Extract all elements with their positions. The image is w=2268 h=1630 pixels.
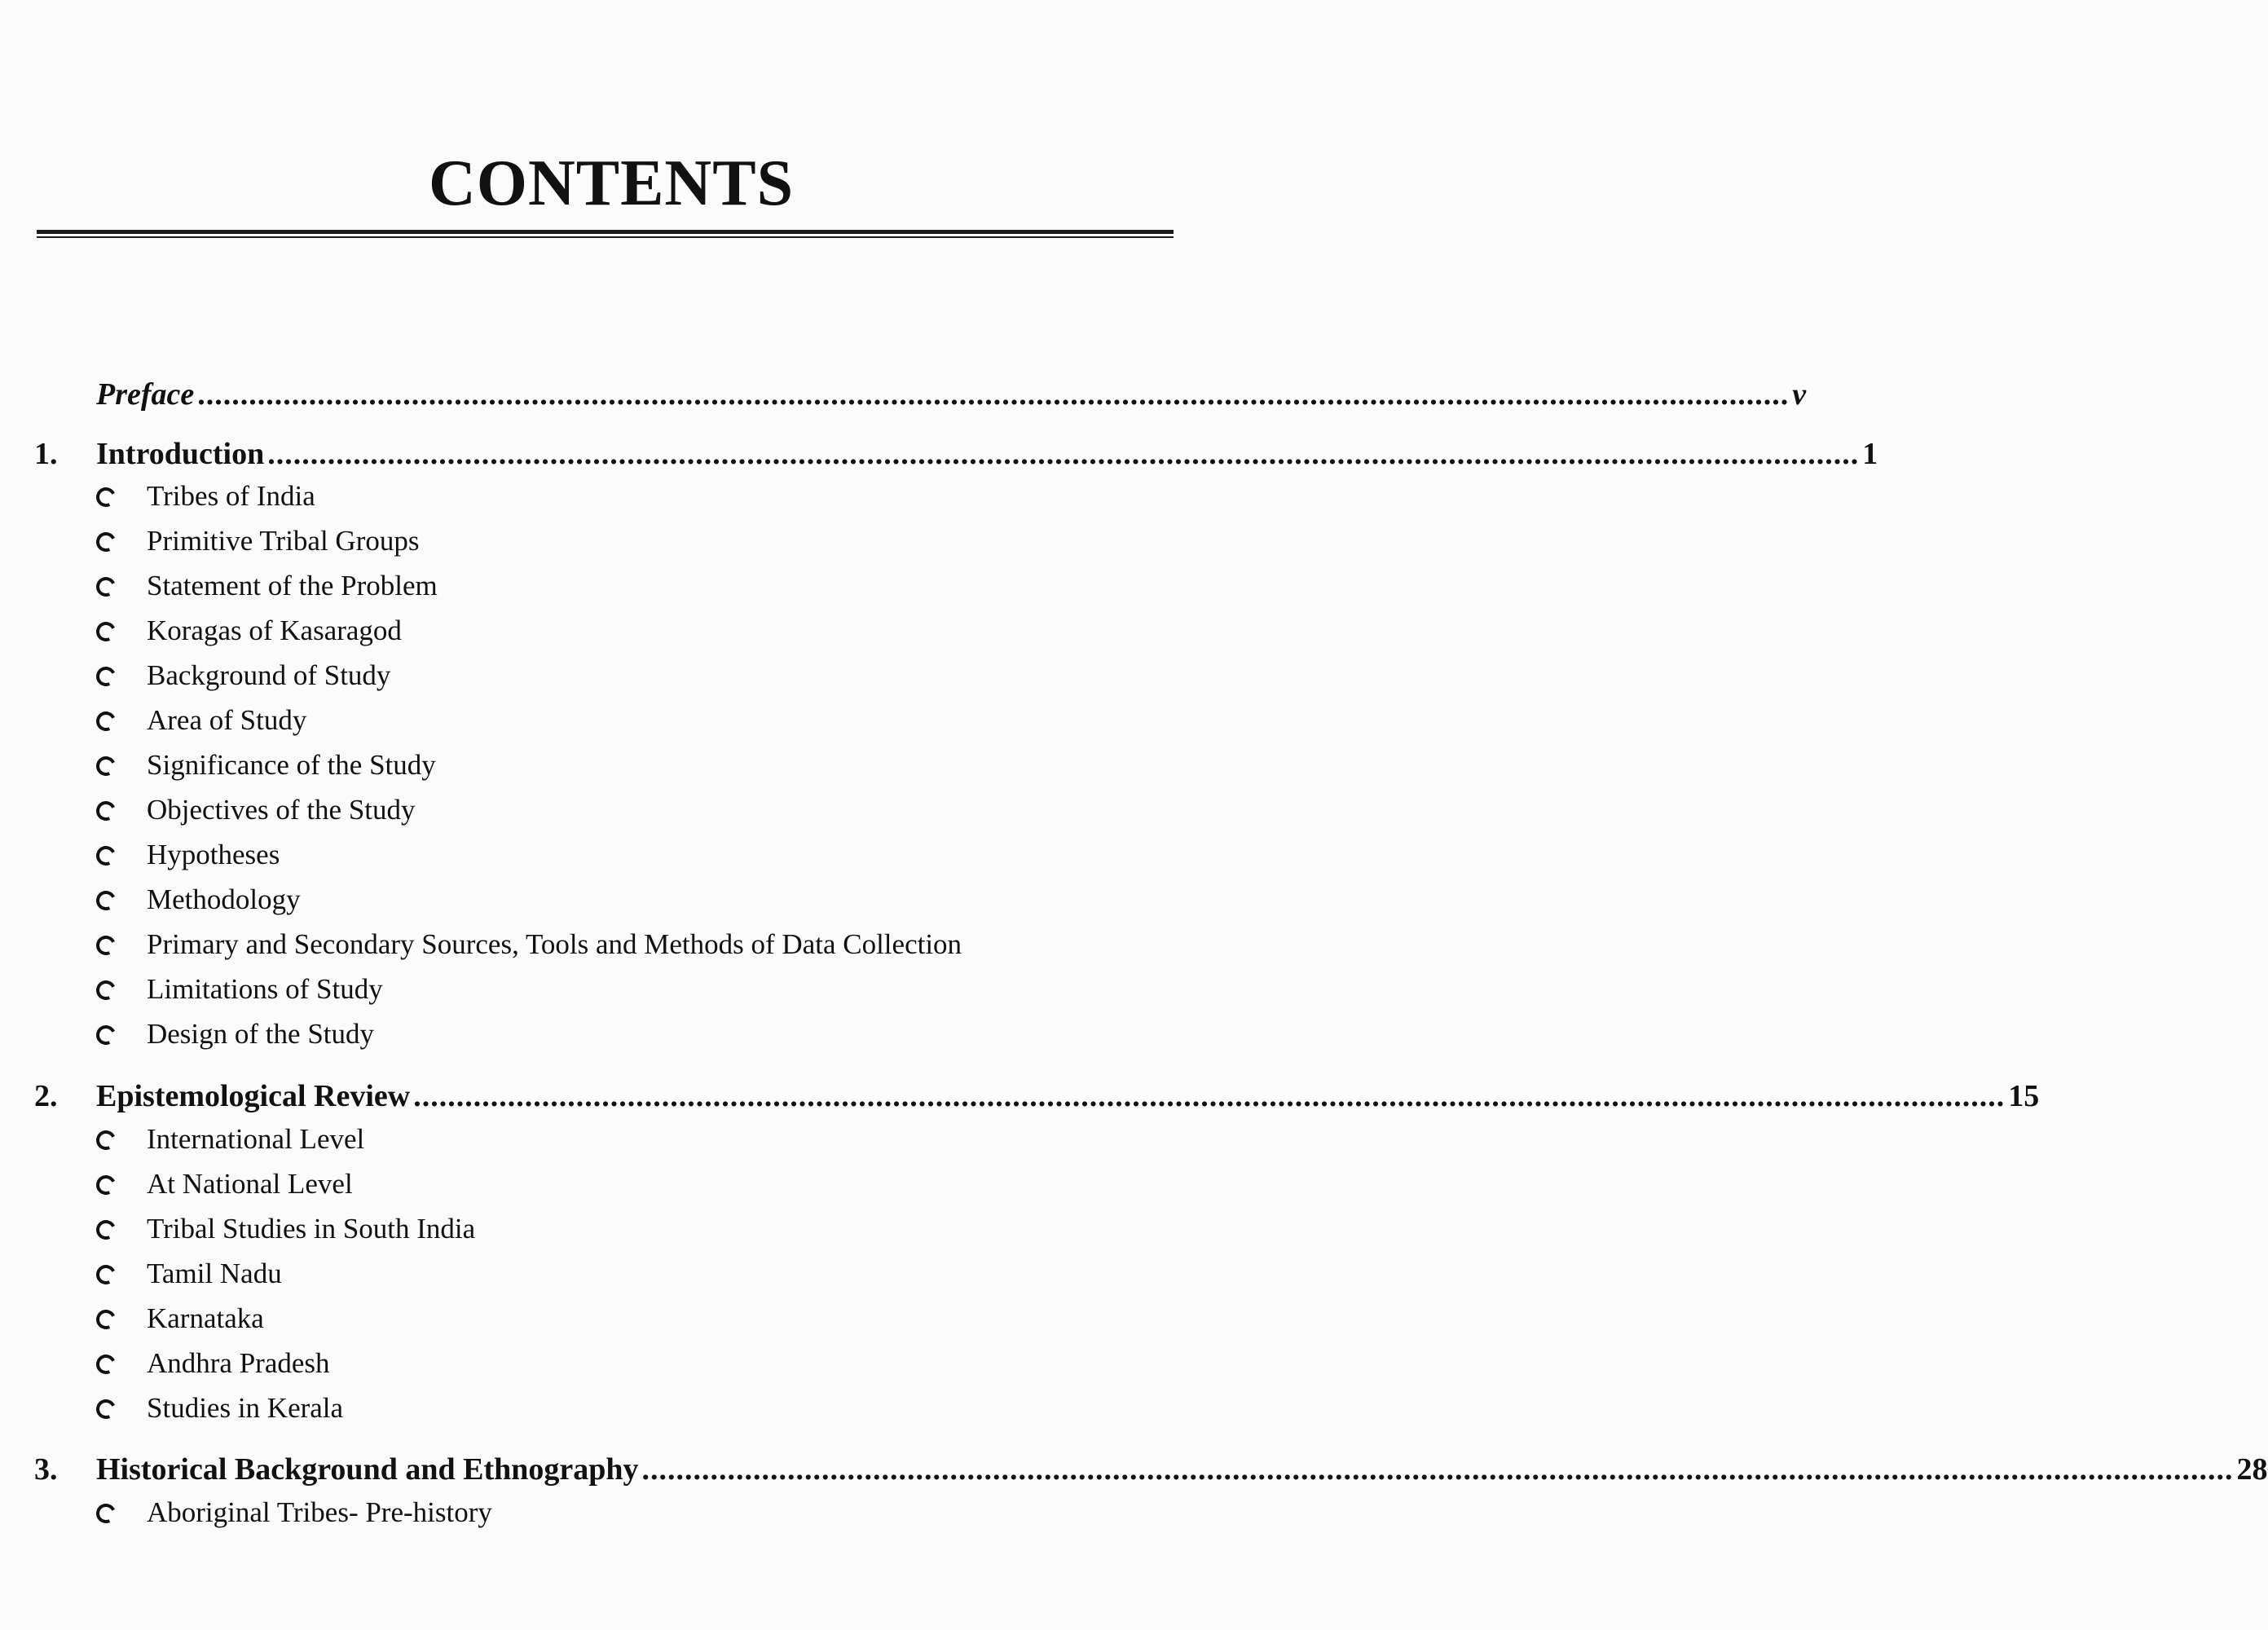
bullet-icon <box>94 1218 119 1243</box>
bullet-icon <box>94 1023 119 1048</box>
chapter-number: 2. <box>34 1079 58 1113</box>
section-label: Koragas of Kasaragod <box>147 615 402 646</box>
bullet-icon <box>94 754 119 779</box>
section-item <box>0 1343 1222 1384</box>
chapter-page-number: 15 <box>2008 1079 2040 1113</box>
bullet-icon <box>94 933 119 958</box>
bullet-icon <box>94 1307 119 1333</box>
section-label: Primitive Tribal Groups <box>147 525 420 557</box>
bullet-icon <box>94 709 119 734</box>
leader-dots: .......................................................................................................................................................................................... <box>197 377 1790 412</box>
chapter-number: 3. <box>34 1452 58 1487</box>
bullet-icon <box>94 1352 119 1377</box>
preface-page-number: v <box>1792 377 1807 412</box>
section-item <box>0 655 1222 696</box>
bullet-icon <box>94 888 119 914</box>
section-item <box>0 476 1222 517</box>
bullet-icon <box>94 530 119 555</box>
section-label: Studies in Kerala <box>147 1392 344 1424</box>
section-label: Tamil Nadu <box>147 1258 282 1289</box>
section-label: Background of Study <box>147 659 391 691</box>
section-label: Limitations of Study <box>147 973 383 1005</box>
section-label: Methodology <box>147 883 301 915</box>
section-item <box>0 1119 1222 1160</box>
section-label: At National Level <box>147 1168 353 1200</box>
section-label: Significance of the Study <box>147 749 436 781</box>
section-label: Andhra Pradesh <box>147 1347 330 1379</box>
section-label: Area of Study <box>147 704 307 736</box>
chapter-page-number: 28 <box>2236 1452 2268 1487</box>
section-label: Karnataka <box>147 1302 264 1334</box>
section-label: Hypotheses <box>147 839 280 870</box>
section-item <box>0 521 1222 562</box>
chapter-title: Introduction <box>96 437 265 471</box>
title-rule-thick <box>37 230 1174 234</box>
leader-dots: .......................................................................................................................................................................................... <box>641 1452 2234 1487</box>
section-item <box>0 745 1222 786</box>
section-item <box>0 790 1222 830</box>
bullet-icon <box>94 1173 119 1198</box>
section-item <box>0 1209 1222 1249</box>
preface-entry <box>0 374 1807 415</box>
section-item <box>0 969 1222 1010</box>
section-item <box>0 700 1222 741</box>
section-label: Statement of the Problem <box>147 570 438 601</box>
chapter-page-number: 1 <box>1862 437 1878 471</box>
section-item <box>0 879 1222 920</box>
bullet-icon <box>94 799 119 824</box>
section-item <box>0 1164 1222 1205</box>
section-item <box>0 835 1222 875</box>
preface-label: Preface <box>96 377 195 412</box>
section-item <box>0 1253 1222 1294</box>
section-item <box>0 610 1222 651</box>
chapter-entry <box>0 434 1878 474</box>
page-title: CONTENTS <box>428 148 795 219</box>
section-label: International Level <box>147 1123 365 1155</box>
bullet-icon <box>94 844 119 869</box>
bullet-icon <box>94 1397 119 1422</box>
bullet-icon <box>94 978 119 1003</box>
bullet-icon <box>94 485 119 510</box>
chapter-title: Epistemological Review <box>96 1079 411 1113</box>
chapter-entry <box>0 1449 2268 1490</box>
leader-dots: .......................................................................................................................................................................................... <box>267 437 1860 471</box>
bullet-icon <box>94 1128 119 1153</box>
section-item <box>0 1298 1222 1339</box>
chapter-title: Historical Background and Ethnography <box>96 1452 639 1487</box>
section-item <box>0 1492 1222 1533</box>
section-label: Primary and Secondary Sources, Tools and Methods of Data Collection <box>147 928 962 960</box>
chapter-entry <box>0 1076 2040 1117</box>
bullet-icon <box>94 619 119 645</box>
section-label: Tribes of India <box>147 480 315 512</box>
section-label: Tribal Studies in South India <box>147 1213 476 1245</box>
bullet-icon <box>94 575 119 600</box>
section-label: Aboriginal Tribes- Pre-history <box>147 1496 492 1528</box>
bullet-icon <box>94 1501 119 1526</box>
section-label: Design of the Study <box>147 1018 375 1050</box>
bullet-icon <box>94 1262 119 1288</box>
chapter-number: 1. <box>34 437 58 471</box>
section-label: Objectives of the Study <box>147 794 416 826</box>
section-item <box>0 566 1222 606</box>
leader-dots: .......................................................................................................................................................................................... <box>413 1079 2006 1113</box>
section-item <box>0 924 1222 965</box>
section-item <box>0 1388 1222 1429</box>
title-rule-thin <box>37 236 1174 238</box>
section-item <box>0 1014 1222 1055</box>
bullet-icon <box>94 664 119 689</box>
